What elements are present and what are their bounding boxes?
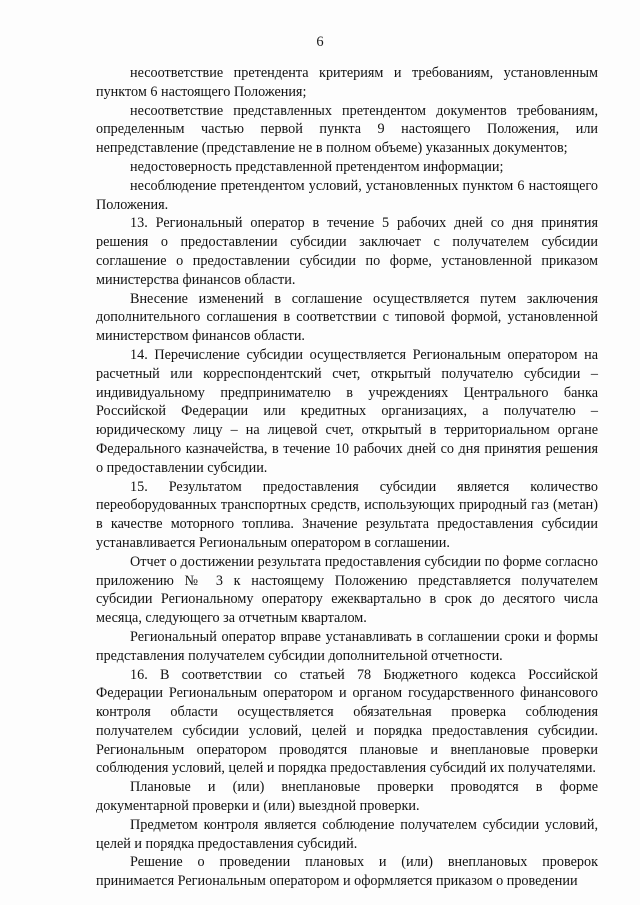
paragraph: несоответствие представленных претендентом документов требованиям, определенным частью первой пункта 9 настоящего Положения, или непредставление (представление не в полном объеме) указанных документов; <box>96 102 598 157</box>
page-number: 6 <box>316 34 324 50</box>
paragraph: Отчет о достижении результата предоставления субсидии по форме согласно приложению № 3 к настоящему Положению представляется получателем субсидии Региональному оператору ежеквартально в срок до десятого числа месяца, следующего за отчетным кварталом. <box>96 553 598 627</box>
document-body <box>96 64 598 891</box>
paragraph: Решение о проведении плановых и (или) внеплановых проверок принимается Региональным оператором и оформляется приказом о проведении <box>96 854 598 890</box>
paragraph-item-16: 16. В соответствии со статьей 78 Бюджетного кодекса Российской Федерации Региональным оператором и органом государственного финансового контроля области осуществляется обязательная проверка соблюдения получателем субсидии условий, целей и порядка предоставления субсидии. Региональным оператором проводятся плановые и внеплановые проверки соблюдения условий, целей и порядка предоставления субсидий их получателями. <box>96 666 598 777</box>
paragraph: Плановые и (или) внеплановые проверки проводятся в форме документарной проверки и (или) выездной проверки. <box>96 779 598 815</box>
paragraph: несоблюдение претендентом условий, установленных пунктом 6 настоящего Положения. <box>96 177 598 213</box>
paragraph: Внесение изменений в соглашение осуществляется путем заключения дополнительного соглашения в соответствии с типовой формой, установленной министерством финансов области. <box>96 290 598 345</box>
paragraph: недостоверность представленной претендентом информации; <box>130 158 504 175</box>
paragraph-item-14: 14. Перечисление субсидии осуществляется Региональным оператором на расчетный или корреспондентский счет, открытый получателю субсидии – индивидуальному предпринимателю в учреждениях Центрального банка Российской Федерации или кредитных организациях, а получателю – юридическому лицу – на лицевой счет, открытый в территориальном органе Федерального казначейства, в течение 10 рабочих дней со дня принятия решения о предоставлении субсидии. <box>96 346 598 476</box>
paragraph: Региональный оператор вправе устанавливать в соглашении сроки и формы представления получателем субсидии дополнительной отчетности. <box>96 628 598 664</box>
paragraph: Предметом контроля является соблюдение получателем субсидии условий, целей и порядка предоставления субсидий. <box>96 816 598 852</box>
paragraph-item-15: 15. Результатом предоставления субсидии является количество переоборудованных транспортных средств, использующих природный газ (метан) в качестве моторного топлива. Значение результата предоставления субсидии устанавливается Региональным оператором в соглашении. <box>96 478 598 551</box>
paragraph-item-13: 13. Региональный оператор в течение 5 рабочих дней со дня принятия решения о предоставлении субсидии заключает с получателем субсидии соглашение о предоставлении субсидии по форме, установленной приказом министерства финансов области. <box>96 215 598 288</box>
paragraph: несоответствие претендента критериям и требованиям, установленным пунктом 6 настоящего Положения; <box>96 65 598 100</box>
